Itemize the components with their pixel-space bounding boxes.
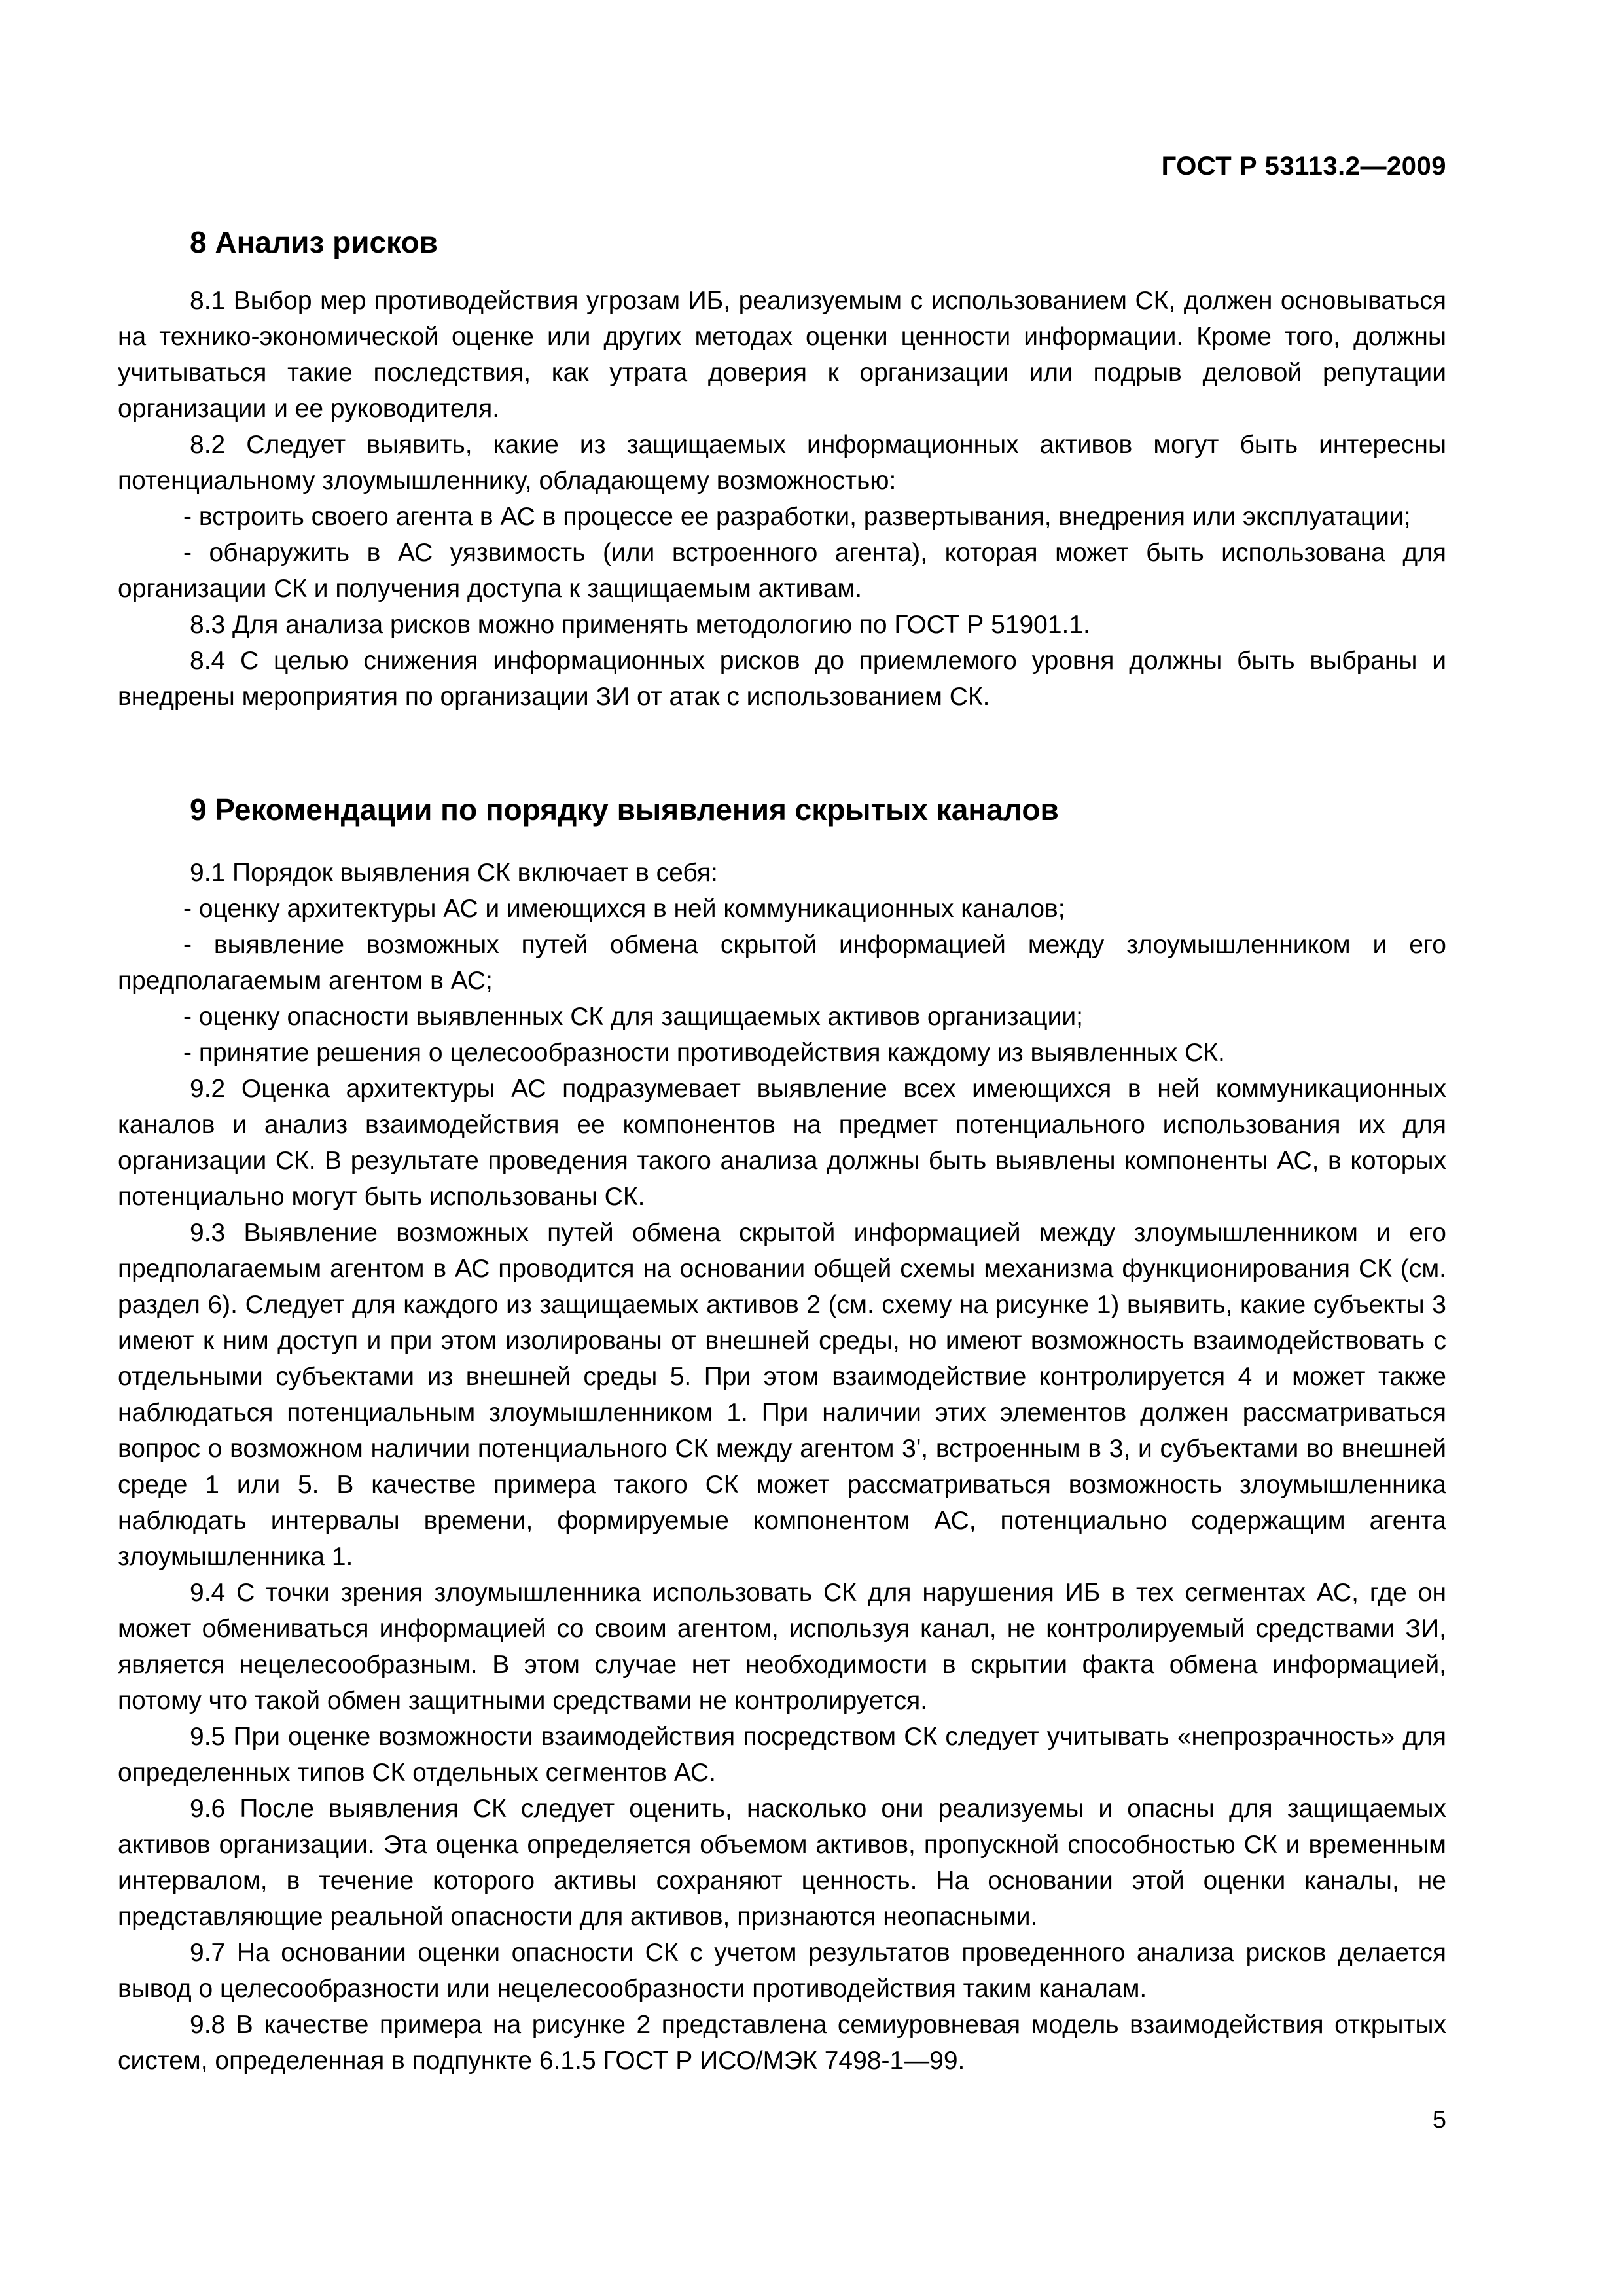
paragraph-8-1: 8.1 Выбор мер противодействия угрозам ИБ, реализуемым с использованием СК, должен основываться на технико-экономической оценке или других методах оценки ценности информации. Кроме того, должны учитываться такие последствия, как утрата доверия к организации или подрыв деловой репутации организации и ее руководителя. bbox=[118, 287, 1446, 423]
paragraph-9-1: 9.1 Порядок выявления СК включает в себя: bbox=[190, 859, 718, 887]
paragraph-9-5: 9.5 При оценке возможности взаимодействия посредством СК следует учитывать «непрозрачность» для определенных типов СК отдельных сегментов АС. bbox=[118, 1723, 1446, 1787]
list-item-9-1-c: - оценку опасности выявленных СК для защищаемых активов организации; bbox=[183, 1003, 1083, 1031]
paragraph-8-2: 8.2 Следует выявить, какие из защищаемых информационных активов могут быть интересны потенциальному злоумышленнику, обладающему возможностью: bbox=[118, 431, 1446, 495]
paragraph-8-4: 8.4 С целью снижения информационных рисков до приемлемого уровня должны быть выбраны и внедрены мероприятия по организации ЗИ от атак с использованием СК. bbox=[118, 647, 1446, 711]
section-8-heading: 8 Анализ рисков bbox=[190, 225, 438, 259]
paragraph-9-4: 9.4 С точки зрения злоумышленника использовать СК для нарушения ИБ в тех сегментах АС, где он может обмениваться информацией со своим агентом, используя канал, не контролируемый средствами ЗИ, является нецелесообразным. В этом случае нет необходимости в скрытии факта обмена информацией, потому что такой обмен защитными средствами не контролируется. bbox=[118, 1579, 1446, 1715]
section-8-body bbox=[118, 283, 1446, 715]
paragraph-9-6: 9.6 После выявления СК следует оценить, насколько они реализуемы и опасны для защищаемых активов организации. Эта оценка определяется объемом активов, пропускной способностью СК и временным интервалом, в течение которого активы сохраняют ценность. На основании этой оценки каналы, не представляющие реальной опасности для активов, признаются неопасными. bbox=[118, 1795, 1446, 1931]
list-item-9-1-a: - оценку архитектуры АС и имеющихся в ней коммуникационных каналов; bbox=[183, 895, 1065, 923]
paragraph-9-3: 9.3 Выявление возможных путей обмена скрытой информацией между злоумышленником и его предполагаемым агентом в АС проводится на основании общей схемы механизма функционирования СК (см. раздел 6). Следует для каждого из защищаемых активов 2 (см. схему на рисунке 1) выявить, какие субъекты 3 имеют к ним доступ и при этом изолированы от внешней среды, но имеют возможность взаимодействовать с отдельными субъектами из внешней среды 5. При этом взаимодействие контролируется 4 и может также наблюдаться потенциальным злоумышленником 1. При наличии этих элементов должен рассматриваться вопрос о возможном наличии потенциального СК между агентом 3', встроенным в 3, и субъектами во внешней среде 1 или 5. В качестве примера такого СК может рассматриваться возможность злоумышленника наблюдать интервалы времени, формируемые компонентом АС, потенциально содержащим агента злоумышленника 1. bbox=[118, 1219, 1446, 1571]
list-item-9-1-b: - выявление возможных путей обмена скрытой информацией между злоумышленником и его предполагаемым агентом в АС; bbox=[118, 931, 1446, 995]
paragraph-9-7: 9.7 На основании оценки опасности СК с учетом результатов проведенного анализа рисков делается вывод о целесообразности или нецелесообразности противодействия таким каналам. bbox=[118, 1939, 1446, 2003]
list-item-8-2-b: - обнаружить в АС уязвимость (или встроенного агента), которая может быть использована для организации СК и получения доступа к защищаемым активам. bbox=[118, 539, 1446, 603]
section-9-body bbox=[118, 855, 1446, 2079]
page-number: 5 bbox=[1432, 2106, 1446, 2134]
paragraph-9-8: 9.8 В качестве примера на рисунке 2 представлена семиуровневая модель взаимодействия открытых систем, определенная в подпункте 6.1.5 ГОСТ Р ИСО/МЭК 7498-1—99. bbox=[118, 2011, 1446, 2075]
list-item-8-2-a: - встроить своего агента в АС в процессе ее разработки, развертывания, внедрения или эксплуатации; bbox=[183, 503, 1411, 531]
paragraph-8-3: 8.3 Для анализа рисков можно применять методологию по ГОСТ Р 51901.1. bbox=[190, 611, 1090, 639]
paragraph-9-2: 9.2 Оценка архитектуры АС подразумевает выявление всех имеющихся в ней коммуникационных каналов и анализ взаимодействия ее компонентов на предмет потенциального использования их для организации СК. В результате проведения такого анализа должны быть выявлены компоненты АС, в которых потенциально могут быть использованы СК. bbox=[118, 1075, 1446, 1211]
standard-code-header: ГОСТ Р 53113.2—2009 bbox=[1161, 152, 1446, 181]
section-9-heading: 9 Рекомендации по порядку выявления скрытых каналов bbox=[190, 793, 1059, 827]
list-item-9-1-d: - принятие решения о целесообразности противодействия каждому из выявленных СК. bbox=[183, 1039, 1225, 1067]
